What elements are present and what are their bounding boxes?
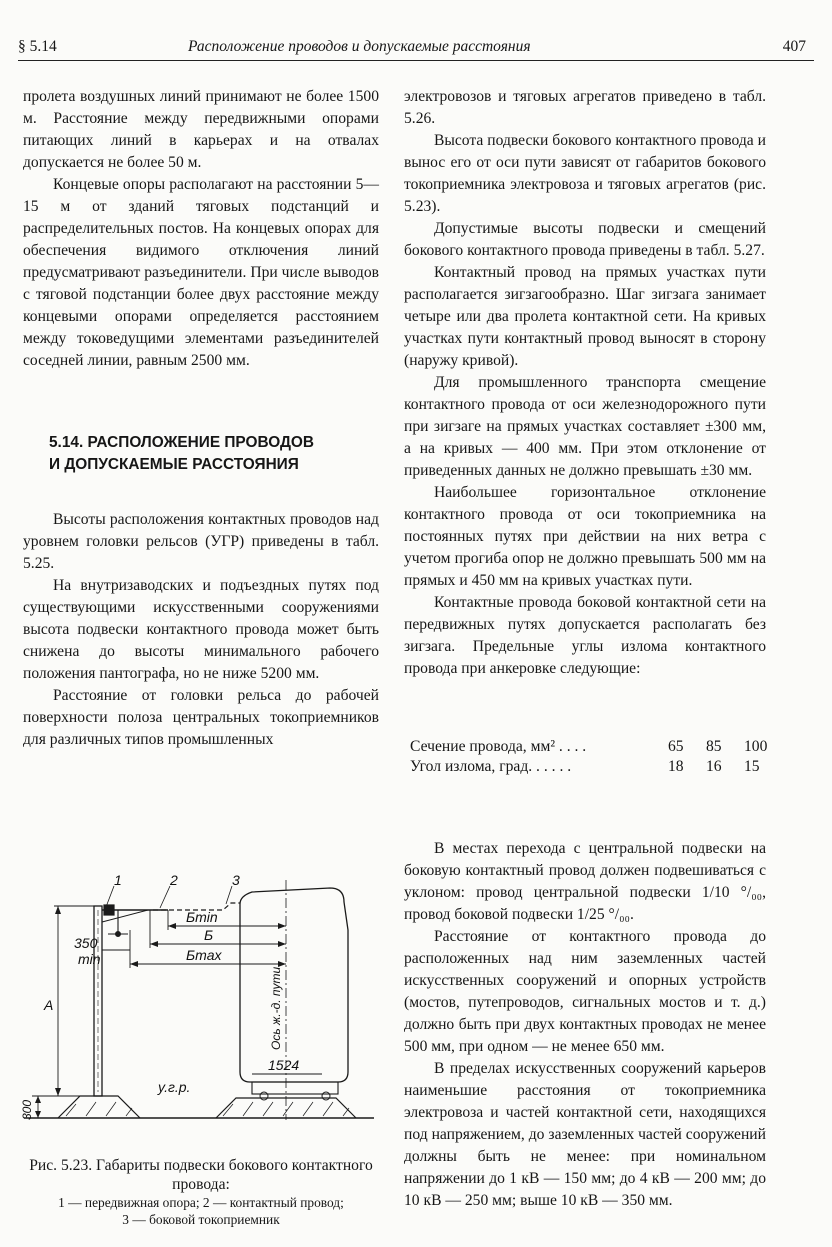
paragraph: В пределах искусственных сооружений карьеров наименьшие расстояния от токоприемника электровоза и частей контактной сети, находящихся под напряжением, до заземленных частей сооружений должны быть не менее: при номинальном напряжении до 1 кВ — 150 мм; до 4 кВ — 200 мм; до 10 кВ — 250 мм; выше 10 кВ — 350 мм. [404, 1060, 766, 1209]
ugr-label: у.г.р. [158, 1079, 191, 1095]
figure-caption [18, 1156, 384, 1228]
left-column-middle [23, 509, 379, 751]
table-cell: 65 [668, 738, 684, 755]
right-column-top [404, 86, 766, 680]
table-cell: 15 [744, 758, 760, 775]
running-header [18, 36, 814, 61]
locomotive-outline [240, 888, 348, 1082]
paragraph: Контактные провода боковой контактной сети на передвижных путях допускается располагать без зигзага. Предельные углы излома контактного провода при анкеровке следующие: [404, 594, 766, 677]
paragraph: Высоты расположения контактных проводов над уровнем головки рельсов (УГР) приведены в табл. 5.25. [23, 511, 379, 572]
header-section: § 5.14 [18, 38, 57, 55]
dim-350: 350 [74, 935, 98, 951]
paragraph: Контактный провод на прямых участках пути располагается зигзагообразно. Шаг зигзага занимает четыре или два пролета контактной сети. На кривых участках пути контактный провод выносят в сторону (наружу кривой). [404, 264, 766, 369]
dim-300: 300 [20, 1099, 34, 1120]
caption-legend: 1 — передвижная опора; 2 — контактный провод; [58, 1195, 344, 1210]
table-cell: 85 [706, 738, 722, 755]
section-heading [49, 432, 379, 476]
table-cell: 100 [744, 738, 768, 755]
right-column-bottom [404, 838, 766, 1212]
callout-leaders [106, 886, 232, 908]
track-axis-label: Ось ж.-д. пути [269, 966, 283, 1050]
paragraph: Расстояние от контактного провода до расположенных над ним заземленных частей искусственных сооружений и опорных устройств (мостов, путепроводов, сигнальных мостов и т. д.) должно быть при двух контактных проводах не менее 500 мм, при одном — не менее 650 мм. [404, 928, 766, 1055]
paragraph: пролета воздушных линий принимают не более 1500 м. Расстояние между передвижными опорами питающих линий в карьерах и на отвалах допускается не более 50 м. [23, 88, 379, 171]
section-heading-line: И ДОПУСКАЕМЫЕ РАССТОЯНИЯ [49, 456, 299, 473]
page-number: 407 [782, 38, 806, 55]
dim-gauge: 1524 [268, 1057, 300, 1073]
support-foundation [58, 1096, 140, 1118]
dim-bmin: Бmin [186, 909, 218, 925]
left-column-top [23, 86, 379, 372]
figure-5-23-diagram [18, 870, 380, 1130]
paragraph: Высота подвески бокового контактного провода и вынос его от оси пути зависят от габаритов бокового токоприемника электровоза и тяговых агрегатов (рис. 5.23). [404, 132, 766, 215]
caption-title: Рис. 5.23. Габариты подвески бокового контактного провода: [29, 1157, 373, 1193]
table-row-label: Сечение провода, мм² . . . . [410, 738, 587, 755]
callout-2: 2 [170, 872, 178, 888]
dim-min: min [78, 951, 101, 967]
paragraph: Для промышленного транспорта смещение контактного провода от оси железнодорожного пути при зигзаге на прямых участках составляет ±300 мм, а на кривых — 400 мм. При этом отклонение от приведенных данных не должно превышать ±30 мм. [404, 374, 766, 479]
break-angle-table [410, 736, 782, 776]
paragraph: В местах перехода с центральной подвески на боковую контактный провод должен подвешиваться с уклоном: провод центральной подвески 1/10 °/₀₀, провод боковой подвески 1/25 °/₀₀. [404, 840, 766, 923]
table-cell: 18 [668, 758, 684, 775]
dim-bmax: Бmax [186, 947, 222, 963]
caption-legend: 3 — боковой токоприемник [122, 1212, 280, 1227]
section-heading-line: 5.14. РАСПОЛОЖЕНИЕ ПРОВОДОВ [49, 434, 315, 451]
table-row [410, 736, 782, 756]
dim-b: Б [204, 927, 214, 943]
callout-1: 1 [114, 872, 122, 888]
table-cell: 16 [706, 758, 722, 775]
paragraph: На внутризаводских и подъездных путях под существующими искусственными сооружениями высота подвески контактного провода может быть снижена до высоты минимального рабочего положения пантографа, но не ниже 5200 мм. [23, 577, 379, 682]
callout-3: 3 [232, 872, 240, 888]
dim-a: А [44, 997, 54, 1013]
paragraph: Расстояние от головки рельса до рабочей поверхности полоза центральных токоприемников для различных типов промышленных [23, 687, 379, 748]
paragraph: электровозов и тяговых агрегатов приведено в табл. 5.26. [404, 88, 766, 127]
table-row [410, 756, 782, 776]
header-title: Расположение проводов и допускаемые расстояния [188, 38, 531, 55]
paragraph: Допустимые высоты подвески и смещений бокового контактного провода приведены в табл. 5.27. [404, 220, 766, 259]
table-row-label: Угол излома, град. . . . . . [410, 758, 572, 775]
paragraph: Концевые опоры располагают на расстоянии 5—15 м от зданий тяговых подстанций и распределительных постов. На концевых опорах для обеспечения видимого отключения линий предусматривают разъединители. При числе выводов с тяговой подстанции более двух расстояние между концевыми опорами определяется расстоянием между токоведущими элементами разъединителей соседней линии, равным 2500 мм. [23, 176, 379, 369]
paragraph: Наибольшее горизонтальное отклонение контактного провода от оси токоприемника на постоянных путях при действии на них ветра с учетом прогиба опор не должно превышать 500 мм на прямых и 450 мм на кривых участках пути. [404, 484, 766, 589]
ballast-hatching [66, 1102, 349, 1116]
